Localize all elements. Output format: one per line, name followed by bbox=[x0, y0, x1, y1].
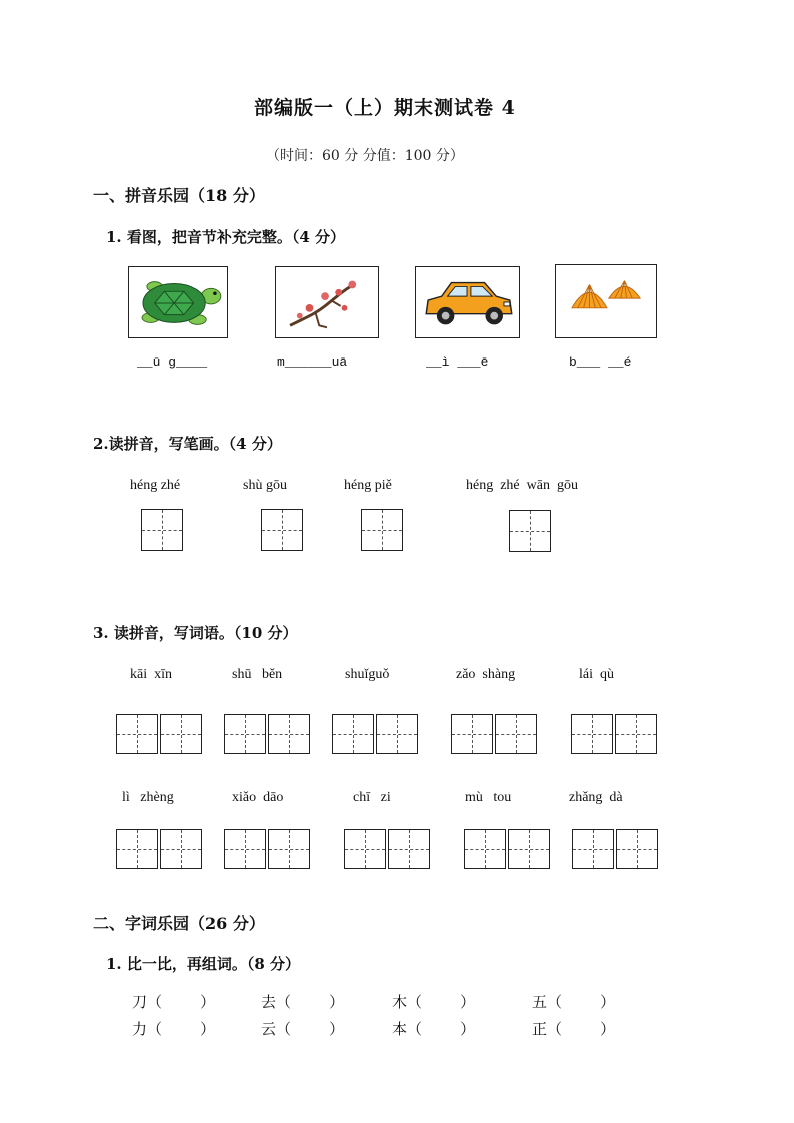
word-grid-pair[interactable] bbox=[224, 829, 310, 869]
pinyin-label: lì zhèng bbox=[122, 790, 174, 805]
pinyin-label: héng zhé wān gōu bbox=[466, 478, 578, 493]
compare-item[interactable]: 去（ ） bbox=[261, 993, 345, 1011]
tian-grid-box[interactable] bbox=[361, 509, 403, 551]
pinyin-label: lái qù bbox=[579, 667, 614, 682]
question-heading-3: 3. 读拼音，写词语。（10 分） bbox=[93, 624, 298, 642]
compare-item[interactable]: 本（ ） bbox=[392, 1020, 476, 1038]
compare-item[interactable]: 力（ ） bbox=[132, 1020, 216, 1038]
word-grid-pair[interactable] bbox=[464, 829, 550, 869]
question-heading-1: 1. 看图，把音节补充完整。（4 分） bbox=[106, 228, 346, 246]
pinyin-label: héng zhé bbox=[130, 478, 181, 493]
pinyin-label: shuǐguǒ bbox=[345, 667, 390, 682]
pinyin-label: zǎo shàng bbox=[456, 667, 516, 682]
word-grid-pair[interactable] bbox=[332, 714, 418, 754]
compare-item[interactable]: 刀（ ） bbox=[132, 993, 216, 1011]
tian-grid-box[interactable] bbox=[509, 510, 551, 552]
compare-item[interactable]: 木（ ） bbox=[392, 993, 476, 1011]
question-heading-compare: 1. 比一比，再组词。（8 分） bbox=[106, 955, 301, 973]
compare-item[interactable]: 正（ ） bbox=[532, 1020, 616, 1038]
pinyin-label: kāi xīn bbox=[130, 667, 172, 682]
tian-grid-box[interactable] bbox=[141, 509, 183, 551]
plum-blossom-picture bbox=[275, 266, 379, 338]
compare-item[interactable]: 云（ ） bbox=[261, 1020, 345, 1038]
word-grid-pair[interactable] bbox=[116, 829, 202, 869]
word-grid-pair[interactable] bbox=[571, 714, 657, 754]
pinyin-label: chī zi bbox=[353, 790, 391, 805]
pinyin-blank[interactable]: __ì ___ē bbox=[426, 355, 489, 370]
word-grid-pair[interactable] bbox=[116, 714, 202, 754]
tian-grid-box[interactable] bbox=[261, 509, 303, 551]
car-picture bbox=[415, 266, 520, 338]
pinyin-blank[interactable]: m______uā bbox=[277, 355, 348, 370]
word-grid-pair[interactable] bbox=[224, 714, 310, 754]
pinyin-blank[interactable]: b___ __é bbox=[569, 355, 632, 370]
question-heading-2: 2.读拼音，写笔画。（4 分） bbox=[93, 435, 282, 453]
shells-picture bbox=[555, 264, 657, 338]
compare-item[interactable]: 五（ ） bbox=[532, 993, 616, 1011]
turtle-picture bbox=[128, 266, 228, 338]
pinyin-label: xiǎo dāo bbox=[232, 790, 284, 805]
section-heading-pinyin: 一、拼音乐园（18 分） bbox=[93, 186, 265, 205]
pinyin-label: shū běn bbox=[232, 667, 283, 682]
pinyin-blank[interactable]: __ū g____ bbox=[137, 355, 208, 370]
page-title: 部编版一（上）期末测试卷 4 bbox=[254, 97, 516, 119]
pinyin-label: mù tou bbox=[465, 790, 512, 805]
pinyin-label: héng piě bbox=[344, 478, 392, 493]
pinyin-label: shù gōu bbox=[243, 478, 287, 493]
word-grid-pair[interactable] bbox=[572, 829, 658, 869]
section-heading-words: 二、字词乐园（26 分） bbox=[93, 914, 265, 933]
pinyin-label: zhǎng dà bbox=[569, 790, 623, 805]
word-grid-pair[interactable] bbox=[451, 714, 537, 754]
word-grid-pair[interactable] bbox=[344, 829, 430, 869]
exam-info: （时间：60 分 分值：100 分） bbox=[266, 148, 464, 164]
